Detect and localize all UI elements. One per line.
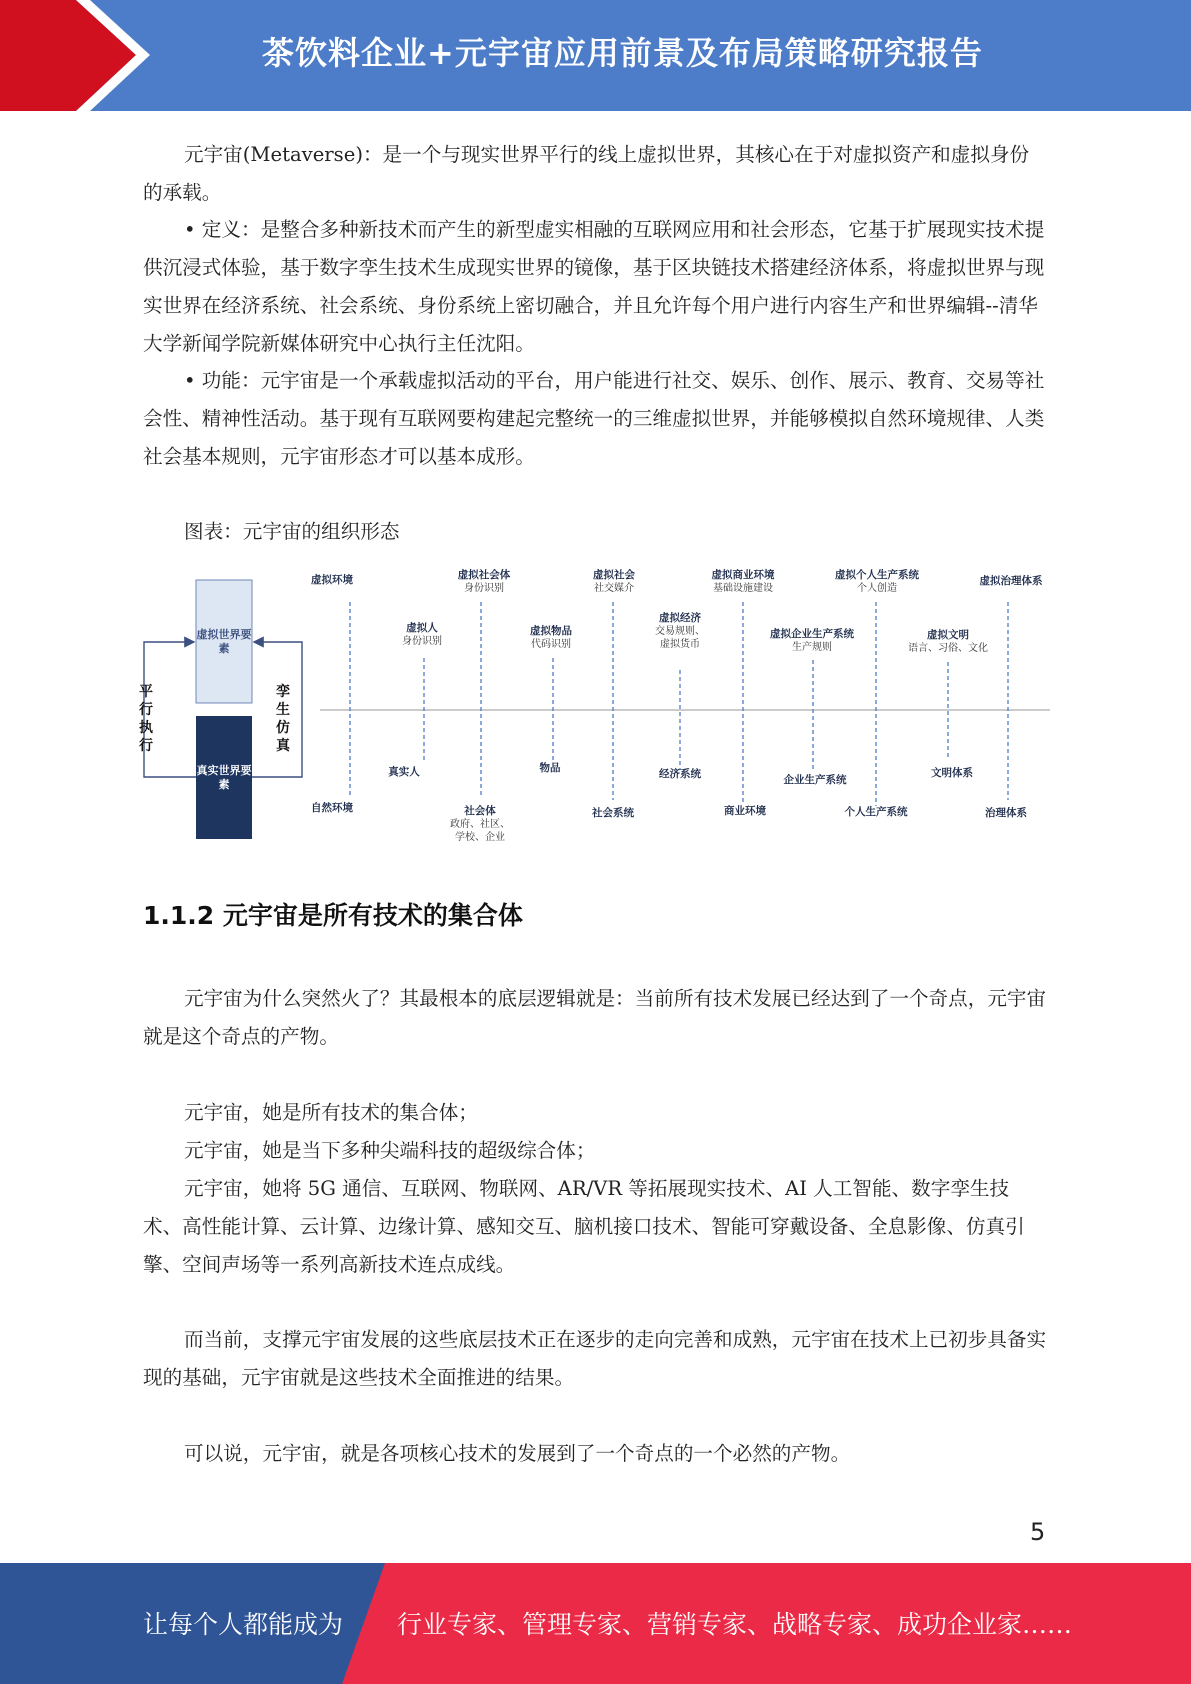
page-number: 5 [1030, 1518, 1046, 1546]
organization-diagram [140, 570, 1060, 850]
diagram-top-label: 虚拟企业生产系统 生产规则 [770, 628, 854, 653]
diagram-bottom-label: 真实人 [388, 766, 420, 778]
twin-simulation-label: 孪生仿真 [276, 684, 290, 754]
diagram-top-label: 虚拟治理体系 [979, 575, 1043, 587]
figure-caption: 图表：元宇宙的组织形态 [184, 520, 400, 543]
diagram-bottom-label: 社会体 政府、社区、 学校、企业 [450, 805, 510, 843]
footer-slogan-left: 让每个人都能成为 [143, 1610, 344, 1639]
diagram-bottom-label: 经济系统 [659, 768, 701, 780]
real-world-box: 真实世界要素 [196, 764, 252, 791]
intro-paragraph-1: 元宇宙(Metaverse)：是一个与现实世界平行的线上虚拟世界，其核心在于对虚拟资产和虚拟身份的承载。 [143, 143, 1030, 204]
diagram-bottom-label: 治理体系 [985, 807, 1027, 819]
diagram-bottom-label: 物品 [539, 762, 561, 774]
diagram-bottom-label: 社会系统 [592, 807, 634, 819]
footer-slogan-right: 行业专家、管理专家、营销专家、战略专家、成功企业家…… [397, 1610, 1073, 1639]
report-title: 茶饮料企业+元宇宙应用前景及布局策略研究报告 [262, 34, 983, 72]
diagram-bottom-label: 企业生产系统 [783, 774, 847, 786]
section-paragraph-2: 元宇宙，她是所有技术的集合体； [184, 1101, 478, 1124]
page-header [0, 0, 1191, 111]
diagram-top-label: 虚拟社会 社交媒介 [593, 569, 635, 594]
virtual-world-box: 虚拟世界要素 [196, 628, 252, 655]
intro-paragraph-definition: • 定义：是整合多种新技术而产生的新型虚实相融的互联网应用和社会形态，它基于扩展现实技术提供沉浸式体验，基于数字孪生技术生成现实世界的镜像，基于区块链技术搭建经济体系，将虚拟世界与现实世界在经济系统、社会系统、身份系统上密切融合，并且允许每个用户进行内容生产和世界编辑--清华大学新闻学院新媒体研究中心执行主任沈阳。 [143, 218, 1045, 355]
diagram-top-label: 虚拟个人生产系统 个人创造 [835, 569, 919, 594]
diagram-top-label: 虚拟人 身份识别 [402, 622, 442, 647]
section-paragraph-4: 元宇宙，她将 5G 通信、互联网、物联网、AR/VR 等拓展现实技术、AI 人工智能、数字孪生技术、高性能计算、云计算、边缘计算、感知交互、脑机接口技术、智能可穿戴设备、全息影像、仿真引擎、空间声场等一系列高新技术连点成线。 [143, 1177, 1025, 1276]
diagram-top-label: 虚拟文明 语言、习俗、文化 [908, 629, 988, 654]
diagram-bottom-label: 商业环境 [724, 805, 766, 817]
page-footer [0, 1563, 1191, 1684]
section-paragraph-6: 可以说，元宇宙，就是各项核心技术的发展到了一个奇点的一个必然的产物。 [184, 1442, 851, 1465]
diagram-top-label: 虚拟社会体 身份识别 [457, 569, 511, 594]
section-heading: 1.1.2 元宇宙是所有技术的集合体 [143, 901, 523, 930]
diagram-top-label: 虚拟物品 代码识别 [530, 625, 572, 650]
section-paragraph-5: 而当前，支撑元宇宙发展的这些底层技术正在逐步的走向完善和成熟，元宇宙在技术上已初步具备实现的基础，元宇宙就是这些技术全面推进的结果。 [143, 1328, 1047, 1389]
diagram-bottom-label: 文明体系 [931, 767, 973, 779]
diagram-top-label: 虚拟商业环境 基础设施建设 [711, 569, 775, 594]
section-paragraph-3: 元宇宙，她是当下多种尖端科技的超级综合体； [184, 1139, 596, 1162]
section-paragraph-1: 元宇宙为什么突然火了？其最根本的底层逻辑就是：当前所有技术发展已经达到了一个奇点，元宇宙就是这个奇点的产物。 [143, 987, 1047, 1048]
diagram-bottom-label: 自然环境 [311, 802, 353, 814]
diagram-top-label: 虚拟经济 交易规则、 虚拟货币 [655, 612, 705, 650]
diagram-bottom-label: 个人生产系统 [844, 806, 908, 818]
parallel-execution-label: 平行执行 [139, 684, 153, 754]
intro-paragraph-function: • 功能：元宇宙是一个承载虚拟活动的平台，用户能进行社交、娱乐、创作、展示、教育、交易等社会性、精神性活动。基于现有互联网要构建起完整统一的三维虚拟世界，并能够模拟自然环境规律、人类社会基本规则，元宇宙形态才可以基本成形。 [143, 369, 1045, 468]
diagram-top-label: 虚拟环境 [311, 574, 353, 586]
